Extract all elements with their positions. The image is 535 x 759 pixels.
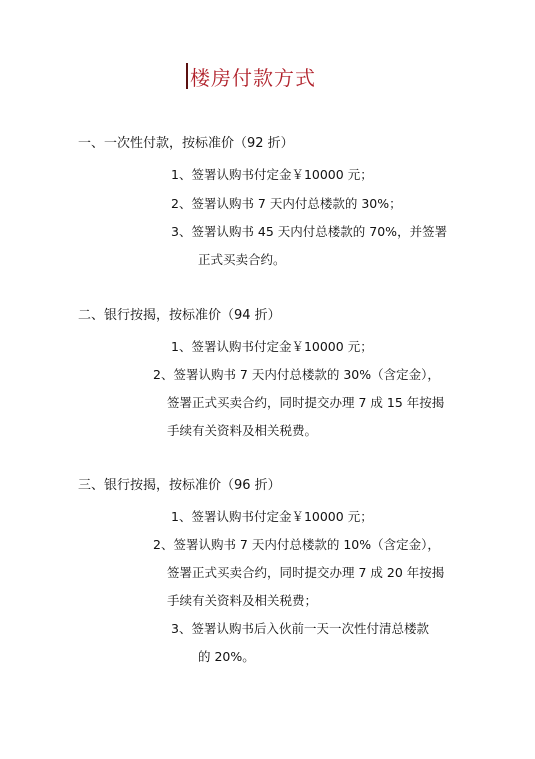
title-block [186, 62, 316, 90]
section-1-item-2: 2、签署认购书 7 天内付总楼款的 30%； [171, 196, 402, 211]
section-3-item-3-cont: 的 20%。 [198, 649, 255, 664]
page-title: 楼房付款方式 [190, 65, 316, 90]
section-3-item-2: 2、签署认购书 7 天内付总楼款的 10%（含定金）， [153, 537, 440, 552]
section-1-item-3: 3、签署认购书 45 天内付总楼款的 70%，并签署 [171, 224, 448, 239]
section-heading-1: 一、一次性付款，按标准价（92 折） [78, 136, 294, 151]
section-2-item-2-cont-1: 签署正式买卖合约，同时提交办理 7 成 15 年按揭 [167, 395, 445, 410]
section-1-item-3-cont: 正式买卖合约。 [198, 252, 286, 267]
section-1-item-1: 1、签署认购书付定金￥10000 元； [171, 167, 373, 182]
section-heading-2: 二、银行按揭，按标准价（94 折） [78, 308, 281, 323]
text-cursor [186, 63, 188, 89]
section-heading-3: 三、银行按揭，按标准价（96 折） [78, 478, 281, 493]
section-3-item-2-cont-2: 手续有关资料及相关税费； [167, 593, 318, 608]
section-3-item-1: 1、签署认购书付定金￥10000 元； [171, 509, 373, 524]
section-2-item-2: 2、签署认购书 7 天内付总楼款的 30%（含定金）， [153, 367, 440, 382]
section-3-item-3: 3、签署认购书后入伙前一天一次性付清总楼款 [171, 621, 429, 636]
section-3-item-2-cont-1: 签署正式买卖合约，同时提交办理 7 成 20 年按揭 [167, 565, 445, 580]
section-2-item-1: 1、签署认购书付定金￥10000 元； [171, 339, 373, 354]
section-2-item-2-cont-2: 手续有关资料及相关税费。 [167, 423, 318, 438]
